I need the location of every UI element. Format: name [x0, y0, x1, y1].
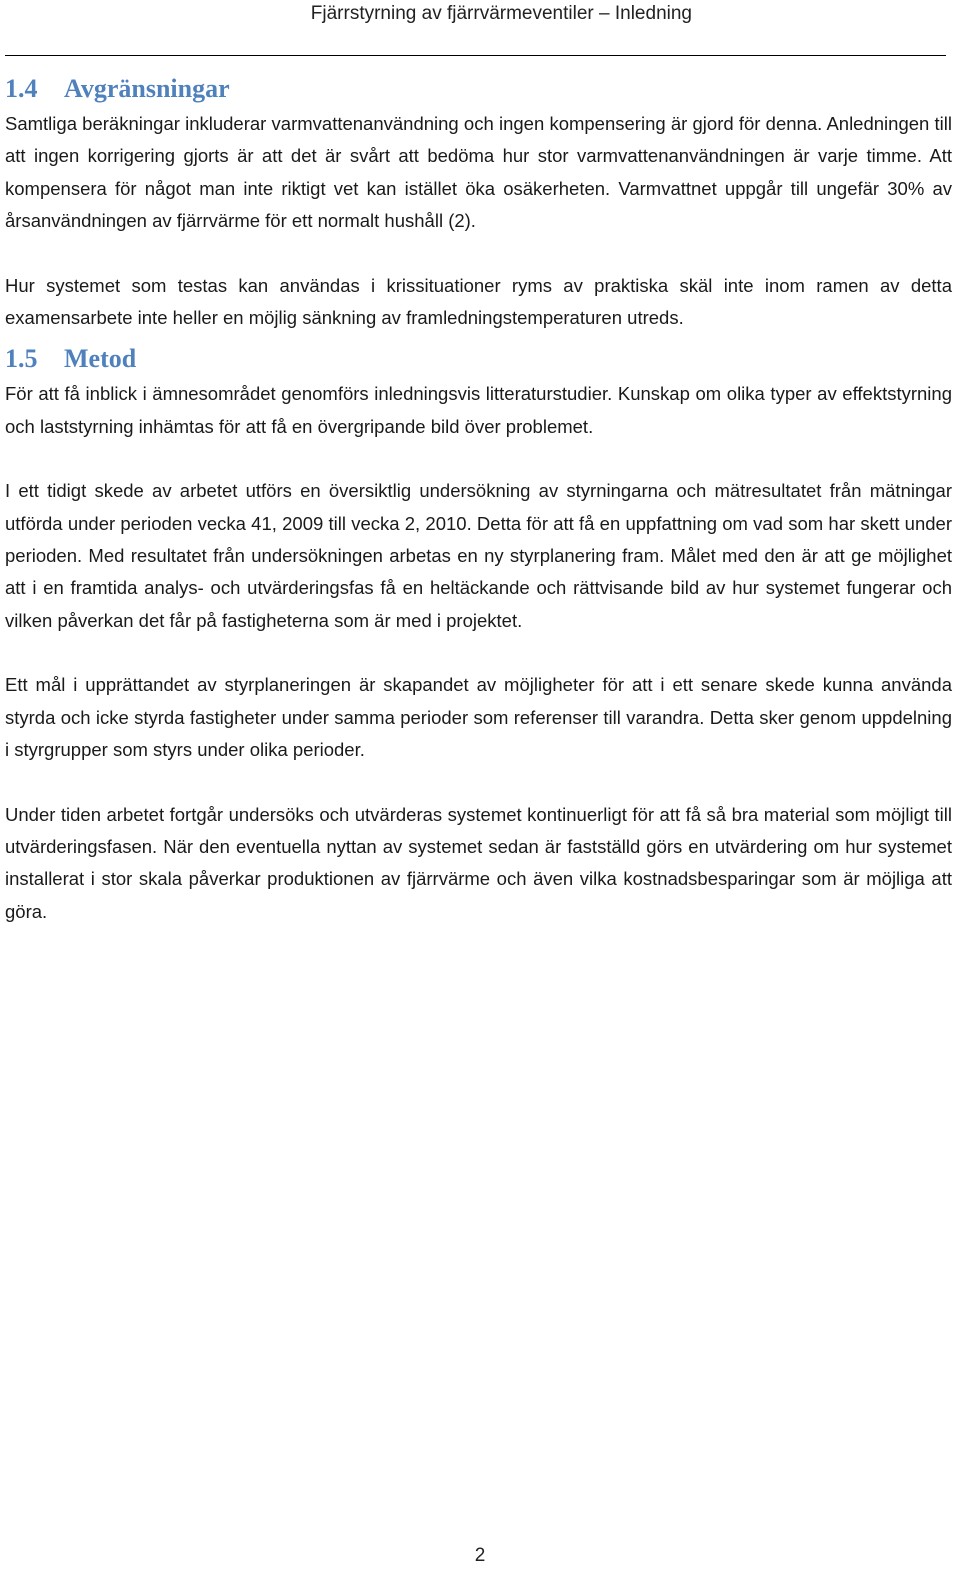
paragraph: Ett mål i upprättandet av styrplaneringen är skapandet av möjligheter för att i ett senare skede kunna använda styrda och icke styrda fastigheter under samma perioder som referenser till varandra. Detta sker genom uppdelning i styrgrupper som styrs under olika perioder.: [5, 674, 952, 761]
running-header: [5, 0, 946, 56]
paragraph: För att få inblick i ämnesområdet genomförs inledningsvis litteraturstudier. Kunskap om olika typer av effektstyrning och laststyrning inhämtas för att få en övergripande bild över problemet.: [5, 383, 952, 437]
section-title: Avgränsningar: [64, 74, 230, 103]
paragraph-gap: [5, 238, 952, 270]
paragraph-gap: [5, 637, 952, 669]
section-heading-metod: [5, 340, 952, 378]
section-number: 1.4: [5, 74, 38, 103]
paragraph-gap: [5, 443, 952, 475]
page-content: [5, 70, 952, 928]
paragraph: Under tiden arbetet fortgår undersöks och utvärderas systemet kontinuerligt för att få så bra material som möjligt till utvärderingsfasen. När den eventuella nyttan av systemet sedan är fastställd görs en utvärdering om hur systemet installerat i stor skala påverkar produktionen av fjärrvärme och även vilka kostnadsbesparingar som är möjliga att göra.: [5, 803, 952, 922]
page-number: 2: [474, 1545, 486, 1566]
paragraph: Hur systemet som testas kan användas i krissituationer ryms av praktiska skäl inte inom ramen av detta examensarbete inte heller en möjlig sänkning av framledningstemperaturen utreds.: [5, 274, 952, 329]
paragraph: Samtliga beräkningar inkluderar varmvattenanvändning och ingen kompensering är gjord för denna. Anledningen till att ingen korrigering gjorts är att det är svårt att bedöma hur stor varmvattenanvändningen är varje timme. Att kompensera för något man inte riktigt vet kan istället öka osäkerheten. Varmvattnet uppgår till ungefär 30% av årsanvändningen av fjärrvärme för ett normalt hushåll (2).: [5, 113, 952, 232]
section-number: 1.5: [5, 344, 38, 374]
paragraph: I ett tidigt skede av arbetet utförs en översiktlig undersökning av styrningarna och mätresultatet från mätningar utförda under perioden vecka 41, 2009 till vecka 2, 2010. Detta för att få en uppfattning om vad som har skett under perioden. Med resultatet från undersökningen arbetas en ny styrplanering fram. Målet med den är att ge möjlighet att i en framtida analys- och utvärderingsfas få en heltäckande och rättvisande bild av hur systemet fungerar och vilken påverkan det får på fastigheterna som är med i projektet.: [5, 480, 952, 631]
running-header-title: Fjärrstyrning av fjärrvärmeventiler – Inledning: [310, 3, 692, 24]
section-heading-avgransningar: [5, 70, 952, 108]
paragraph-gap: [5, 767, 952, 799]
section-title: Metod: [64, 344, 137, 374]
